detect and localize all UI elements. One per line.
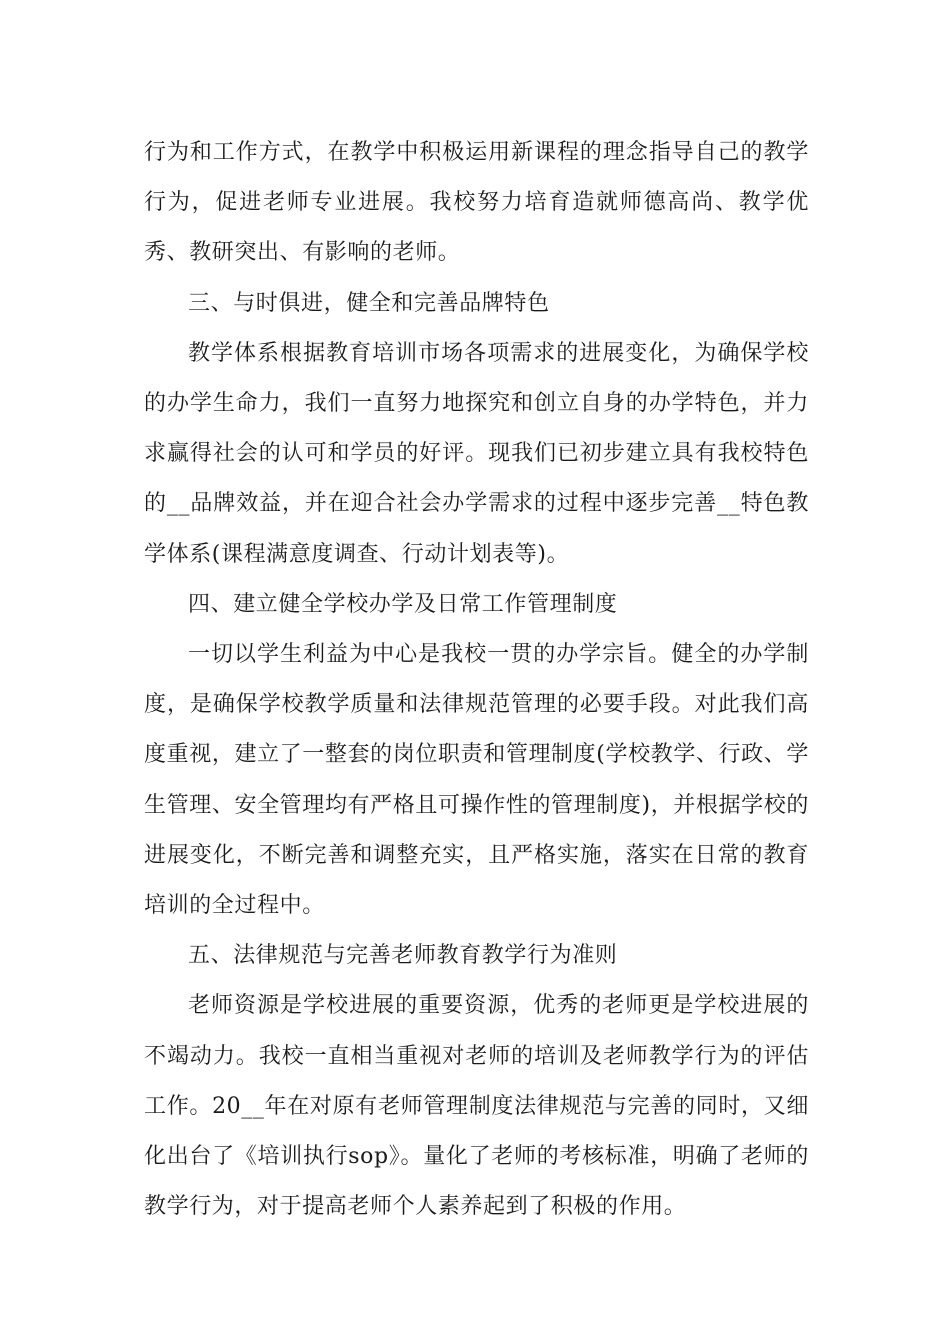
document-body: [144, 128, 809, 1232]
section-heading-5: 五、法律规范与完善老师教育教学行为准则: [188, 943, 618, 969]
section-heading-4: 四、建立健全学校办学及日常工作管理制度: [188, 591, 618, 617]
section-heading-3: 三、与时俱进，健全和完善品牌特色: [188, 290, 550, 316]
paragraph-brand: 教学体系根据教育培训市场各项需求的进展变化，为确保学校的办学生命力，我们一直努力地探究和创立自身的办学特色，并力求赢得社会的认可和学员的好评。现我们已初步建立具有我校特色的__品牌效益，并在迎合社会办学需求的过程中逐步完善__特色教学体系(课程满意度调查、行动计划表等)。: [144, 340, 809, 567]
paragraph-continued: 行为和工作方式，在教学中积极运用新课程的理念指导自己的教学行为，促进老师专业进展。我校努力培育造就师德高尚、教学优秀、教研突出、有影响的老师。: [144, 140, 809, 266]
paragraph-management: 一切以学生利益为中心是我校一贯的办学宗旨。健全的办学制度，是确保学校教学质量和法律规范管理的必要手段。对此我们高度重视，建立了一整套的岗位职责和管理制度(学校教学、行政、学生管理、安全管理均有严格且可操作性的管理制度)，并根据学校的进展变化，不断完善和调整充实，且严格实施，落实在日常的教育培训的全过程中。: [144, 642, 809, 919]
paragraph-teachers: 老师资源是学校进展的重要资源，优秀的老师更是学校进展的不竭动力。我校一直相当重视对老师的培训及老师教学行为的评估工作。20__年在对原有老师管理制度法律规范与完善的同时，又细化出台了《培训执行sop》。量化了老师的考核标准，明确了老师的教学行为，对于提高老师个人素养起到了积极的作用。: [144, 993, 809, 1220]
